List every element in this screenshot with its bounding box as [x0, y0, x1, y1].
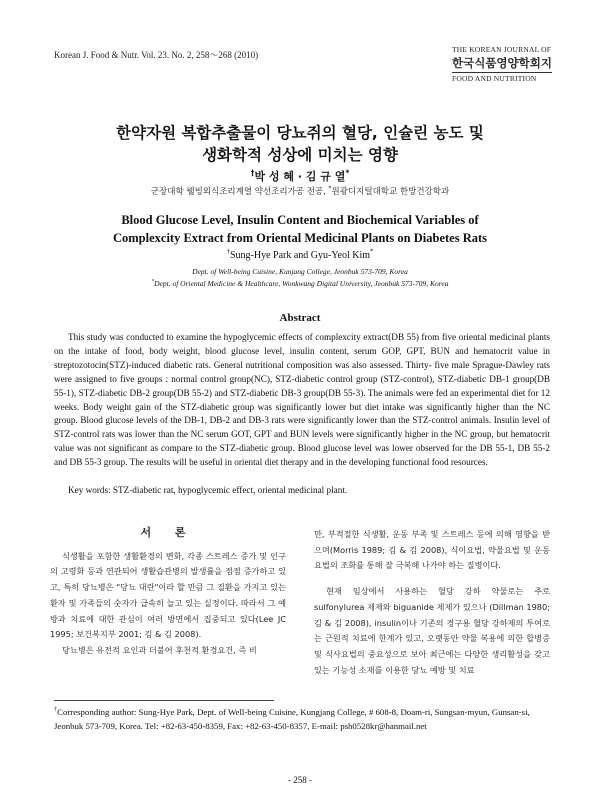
corresponding-mark: † [250, 168, 255, 178]
journal-logo [452, 45, 552, 83]
journal-name-en-bottom: FOOD AND NUTRITION [452, 74, 537, 83]
authors-english [0, 247, 600, 261]
corresponding-author-footnote [54, 705, 550, 733]
affiliation-english-2: Dept. of Oriental Medicine & Healthcare, Wonkwang Digital University, Jeonbuk 573-709, Korea [154, 279, 449, 288]
page-number: - 258 - [288, 775, 312, 785]
citation-header: Korean J. Food & Nutr. Vol. 23. No. 2, 258～268 (2010) [54, 50, 259, 60]
journal-name-en-top: THE KOREAN JOURNAL OF [452, 45, 552, 54]
authors-korean [0, 168, 600, 184]
footnote-divider [54, 700, 274, 701]
journal-name-ko: 한국식품영양학회지 [452, 56, 552, 70]
title-korean [0, 122, 600, 166]
footnote-text: Corresponding author: Sung-Hye Park, Dept. of Well-being Cuisine, Kungjang College, # 608-8, Doam-ri, Sungsan-myun, Gunsan-si, Jeonbuk 573-709, Korea. Tel: +82-63-450-8359, Fax: +82-63-450-8357, E-mail: psh0528kr@hanmail.net [54, 707, 530, 731]
corresponding-mark: † [226, 247, 230, 256]
affiliation-mark: * [328, 185, 332, 193]
author-names-english: Sung-Hye Park and Gyu-Yeol Kim [229, 250, 371, 261]
intro-right-column [314, 527, 550, 678]
affiliation-korean [0, 185, 600, 197]
abstract-body: This study was conducted to examine the hypoglycemic effects of complexcity extract(DB 55) from five oriental medicinal plants on the intake of food, body weight, blood glucose level, insulin content, serum GOP, GPT, BUN and hematocrit value in streptozotocin(STZ)-induced diabetic rats. General nutritional composition was also assessed. Thirty- five male Sprague-Dawley rats were assigned to five groups : normal control group(NC), STZ-diabetic control group (STZ-control), STZ-diabetic DB-1 group(DB 55-1), STZ-diabetic DB-2 group(DB 55-2) and STZ-diabetic DB-3 group(DB 55-3). The animals were fed an experimental diet for 12 weeks. Body weight gain of the STZ-diabetic group was significantly lower but diet intake was significantly higher than the NC group. Blood glucose levels of the DB-1, DB-2 and DB-3 rats were significantly lower than the STZ-control animals. Insulin level of STZ-control rats was lower than the NC serum GOT, GPT and BUN levels were significantly higher in the NC group, but hematocrit value was not significant as compare to the STZ-diabetic group. Blood glucose level was lower observed for the DB 55-1, DB 55-2 and DB 55-3 group. The results will be useful in oriental diet therapy and in the developing functional food resources. [54, 332, 550, 468]
title-korean-line1: 한약자원 복합추출물이 당뇨쥐의 혈당, 인슐린 농도 및 [116, 124, 484, 142]
section-heading-intro: 서 론 [140, 526, 196, 539]
paragraph-gap [314, 574, 550, 584]
affiliation-mark: * [370, 247, 374, 256]
corresponding-mark: † [54, 707, 58, 714]
intro-paragraph: 당뇨병은 유전적 요인과 더불어 후천적 환경요건, 즉 비 [62, 644, 257, 655]
title-korean-line2: 생화학적 성상에 미치는 영향 [202, 146, 398, 164]
affiliation-english [0, 266, 600, 290]
abstract-heading: Abstract [279, 312, 321, 324]
intro-paragraph: 현재 임상에서 사용하는 혈당 강하 약물로는 주로 sulfonylurea 제제와 biguanide 제제가 있으나 (Dillman 1980; 김 & 김 2008), insulin이나 기존의 경구용 혈당 강하제의 투여로는 근원적 치료에 한계가 있고, 오랫동안 약물 복용에 의한 합병증 및 식사요법의 중요성으로 보아 최근에는 다양한 생리활성을 갖고 있는 기능성 소재를 이용한 당뇨 예방 및 치료 [314, 586, 550, 675]
intro-paragraph: 만, 부적절한 식생활, 운동 부족 및 스트레스 등에 의해 영향을 받으며(Morris 1989; 김 & 김 2008), 식이요법, 약물요법 및 운동요법의 조화를 통해 잘 극복해 나가야 하는 질병이다. [314, 529, 550, 571]
affiliation-korean-2: 원광디지털대학교 한방건강학과 [331, 187, 450, 197]
affiliation-korean-1: 군장대학 웰빙외식조리계열 약선조리가공 전공, [150, 187, 326, 197]
intro-left-column [50, 525, 286, 659]
title-english [0, 211, 600, 247]
title-english-line2: Complexcity Extract from Oriental Medicinal Plants on Diabetes Rats [112, 231, 488, 245]
affiliation-english-1: Dept. of Well-being Cuisine, Kunjang College, Jeonbuk 573-709, Korea [192, 267, 408, 276]
intro-paragraph: 식생활을 포함한 생활환경의 변화, 각종 스트레스 증가 및 인구의 고령화 등과 연관되어 생활습관병의 발생률을 점점 증가하고 있고, 특히 당뇨병은 "당뇨 대란"이라 할 만큼 그 질환을 가지고 있는 환자 및 가족들의 숫자가 급속히 늘고 있는 실정이다. 따라서 그 예방과 치료에 대한 관심이 여러 방면에서 집중되고 있다(Lee JC 1995; 보건복지부 2001; 김 & 김 2008). [50, 550, 286, 640]
affiliation-mark: * [345, 168, 350, 178]
journal-divider [452, 72, 552, 73]
author-names-korean: 박 성 혜 · 김 규 열 [254, 170, 346, 183]
title-english-line1: Blood Glucose Level, Insulin Content and Biochemical Variables of [121, 213, 479, 227]
affiliation-english-2-wrap [0, 278, 600, 290]
affiliation-mark: * [151, 278, 155, 285]
keywords: Key words: STZ-diabetic rat, hypoglycemic effect, oriental medicinal plant. [68, 485, 348, 495]
